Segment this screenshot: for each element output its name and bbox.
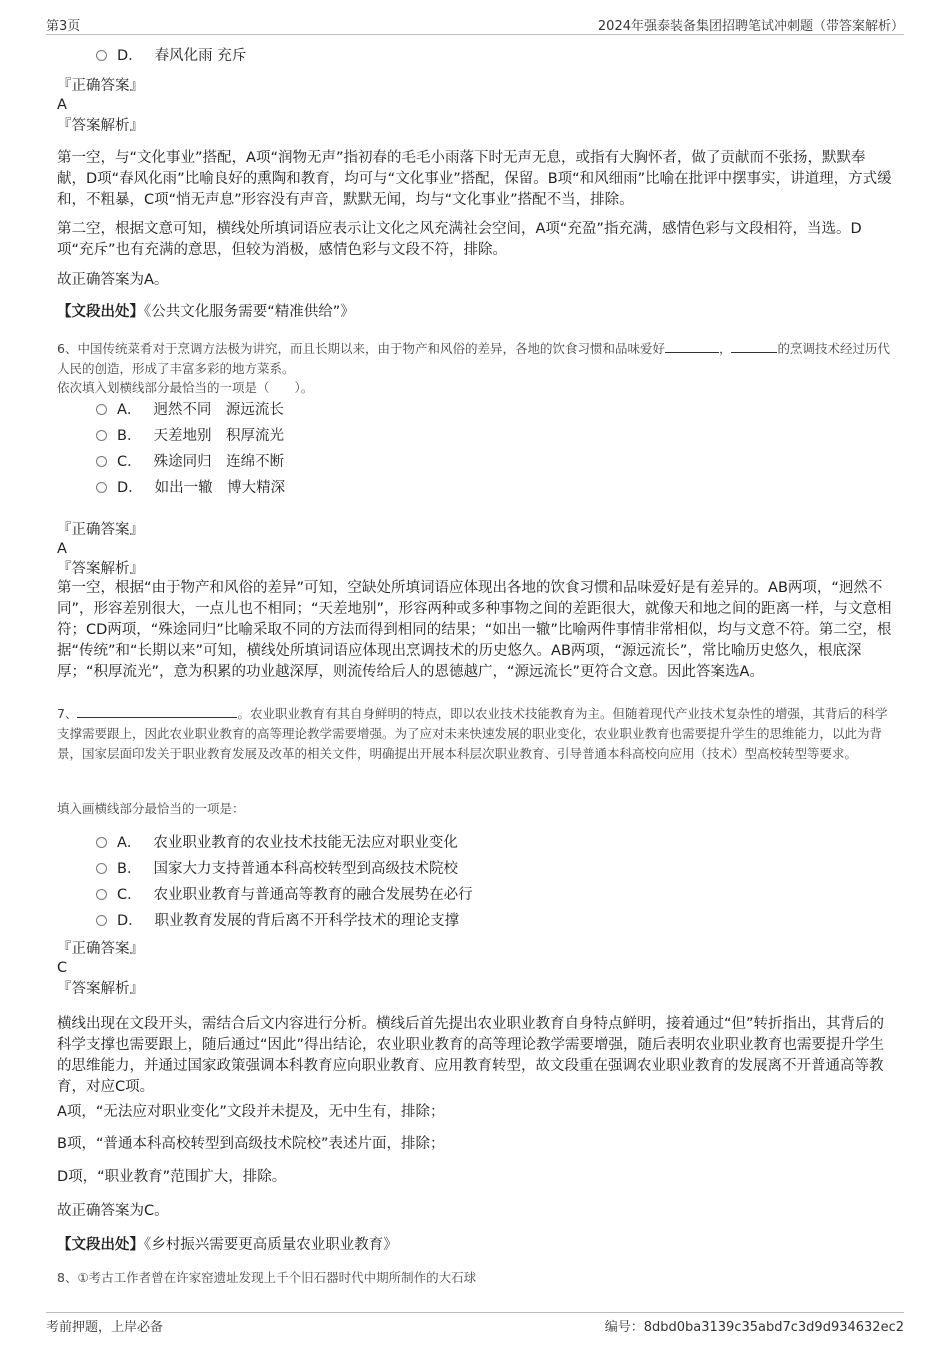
document-code: 编号：8dbd0ba3139c35abd7c3d9d934632ec2 [604, 1320, 904, 1335]
radio-icon[interactable] [96, 50, 107, 61]
q5-analysis-para2: 第二空，根据文意可知，横线处所填词语应表示让文化之风充满社会空间，A项“充盈”指充满，感情色彩与文段相符，当选。D项“充斥”也有充满的意思，但较为消极，感情色彩与文段不符，排除。 [57, 221, 862, 258]
q6-prompt: 依次填入划横线部分最恰当的一项是（ ）。 [57, 380, 314, 395]
q5-answer: A [57, 97, 67, 113]
source-label: 【文段出处】 [57, 304, 144, 320]
footer-slogan: 考前押题，上岸必备 [46, 1320, 164, 1335]
q7-option-a[interactable]: A． 农业职业教育的农业技术技能无法应对职业变化 [96, 832, 458, 854]
q6-option-a[interactable]: A． 迥然不同 源远流长 [96, 399, 284, 421]
q5-option-d[interactable]: D． 春风化雨 充斥 [96, 45, 246, 67]
q7-prompt: 填入画横线部分最恰当的一项是： [57, 801, 245, 816]
q6-stem: 6、中国传统菜肴对于烹调方法极为讲究，而且长期以来，由于物产和风俗的差异，各地的饮食习惯和品味爱好 ， 的烹调技术经过历代人民的创造，形成了丰富多彩的地方菜系。 [57, 341, 890, 376]
q6-option-c[interactable]: C． 殊途同归 连绵不断 [96, 451, 284, 473]
page-footer [46, 1312, 904, 1333]
radio-icon[interactable] [96, 915, 107, 926]
radio-icon[interactable] [96, 837, 107, 848]
source-title: 《乡村振兴需要更高质量农业职业教育》 [144, 1237, 398, 1253]
q6-answer-label: 『正确答案』 [57, 522, 144, 538]
q6-analysis-label: 『答案解析』 [57, 561, 144, 577]
q6-option-d[interactable]: D． 如出一辙 博大精深 [96, 477, 285, 499]
q5-analysis-para1: 第一空，与“文化事业”搭配，A项“润物无声”指初春的毛毛小雨落下时无声无息，或指有大胸怀者，做了贡献而不张扬，默默奉献，D项“春风化雨”比喻良好的熏陶和教育，均可与“文化事业”搭配，保留。B项“和风细雨”比喻在批评中摆事实，讲道理，方式缓和，不粗暴，C项“悄无声息”形容没有声音，默默无闻，均与“文化事业”搭配不当，排除。 [57, 150, 892, 208]
q7-conclusion: 故正确答案为C。 [57, 1203, 169, 1219]
q7-source [57, 1235, 398, 1256]
source-label: 【文段出处】 [57, 1237, 144, 1253]
radio-icon[interactable] [96, 889, 107, 900]
q6-option-b[interactable]: B． 天差地别 积厚流光 [96, 425, 284, 447]
q7-answer: C [57, 960, 68, 976]
q7-option-c[interactable]: C． 农业职业教育与普通高等教育的融合发展势在必行 [96, 884, 473, 906]
radio-icon[interactable] [96, 482, 107, 493]
q7-analysis-para1: 横线出现在文段开头，需结合后文内容进行分析。横线后首先提出农业职业教育自身特点鲜明，接着通过“但”转折指出，其背后的科学支撑也需要跟上，随后通过“因此”得出结论，农业职业教育的高等理论教学需要增强，随后表明农业职业教育也需要提升学生的思维能力，并通过国家政策强调本科教育应向职业教育、应用教育转型，故文段重在强调农业职业教育的发展离不开普通高等教育，对应C项。 [57, 1016, 885, 1095]
radio-icon[interactable] [96, 404, 107, 415]
q6-answer: A [57, 541, 67, 557]
fill-blank [665, 352, 719, 353]
radio-icon[interactable] [96, 456, 107, 467]
fill-blank [77, 717, 237, 718]
page-number: 第3页 [46, 19, 81, 34]
q7-answer-label: 『正确答案』 [57, 941, 144, 957]
page-header [46, 12, 904, 35]
q5-conclusion: 故正确答案为A。 [57, 272, 169, 288]
q7-analysis-para-a: A项，“无法应对职业变化”文段并未提及，无中生有，排除； [57, 1104, 445, 1120]
fill-blank [731, 352, 777, 353]
q6-analysis: 第一空，根据“由于物产和风俗的差异”可知，空缺处所填词语应体现出各地的饮食习惯和品味爱好是有差异的。AB两项，“迥然不同”，形容差别很大，一点儿也不相同；“天差地别”，形容两种或多种事物之间的差距很大，就像天和地之间的距离一样，与文意相符；CD两项，“殊途同归”比喻采取不同的方法而得到相同的结果；“如出一辙”比喻两件事情非常相似，均与文意不符。第二空，根据“传统”和“长期以来”可知，横线处所填词语应体现出烹调技术的历史悠久。AB两项，“源远流长”，常比喻历史悠久，根底深厚；“积厚流光”，意为积累的功业越深厚，则流传给后人的恩德越广，“源远流长”更符合文意。因此答案选A。 [57, 580, 892, 680]
q7-analysis-label: 『答案解析』 [57, 981, 144, 997]
source-title: 《公共文化服务需要“精准供给”》 [144, 304, 355, 320]
q7-option-d[interactable]: D． 职业教育发展的背后离不开科学技术的理论支撑 [96, 910, 459, 932]
q5-answer-label: 『正确答案』 [57, 78, 144, 94]
q5-analysis-label: 『答案解析』 [57, 118, 144, 134]
radio-icon[interactable] [96, 430, 107, 441]
q7-option-b[interactable]: B． 国家大力支持普通本科高校转型到高级技术院校 [96, 858, 458, 880]
radio-icon[interactable] [96, 863, 107, 874]
q7-analysis-para-d: D项，“职业教育”范围扩大，排除。 [57, 1169, 287, 1185]
q8-stem: 8、①考古工作者曾在许家窑遗址发现上千个旧石器时代中期所制作的大石球 [57, 1270, 477, 1285]
document-title: 2024年强泰装备集团招聘笔试冲刺题（带答案解析） [597, 19, 904, 34]
q5-source [57, 302, 355, 323]
q7-stem: 7、 。农业职业教育有其自身鲜明的特点，即以农业技术技能教育为主。但随着现代产业技术复杂性的增强，其背后的科学支撑需要跟上，因此农业职业教育的高等理论教学需要增强。为了应对未来快速发展的职业变化，农业职业教育也需要提升学生的思维能力，以此为背景，国家层面印发关于职业教育发展及改革的相关文件，明确提出开展本科层次职业教育、引导普通本科高校向应用（技术）型高校转型等要求。 [57, 706, 888, 761]
q7-analysis-para-b: B项，“普通本科高校转型到高级技术院校”表述片面，排除； [57, 1136, 445, 1152]
